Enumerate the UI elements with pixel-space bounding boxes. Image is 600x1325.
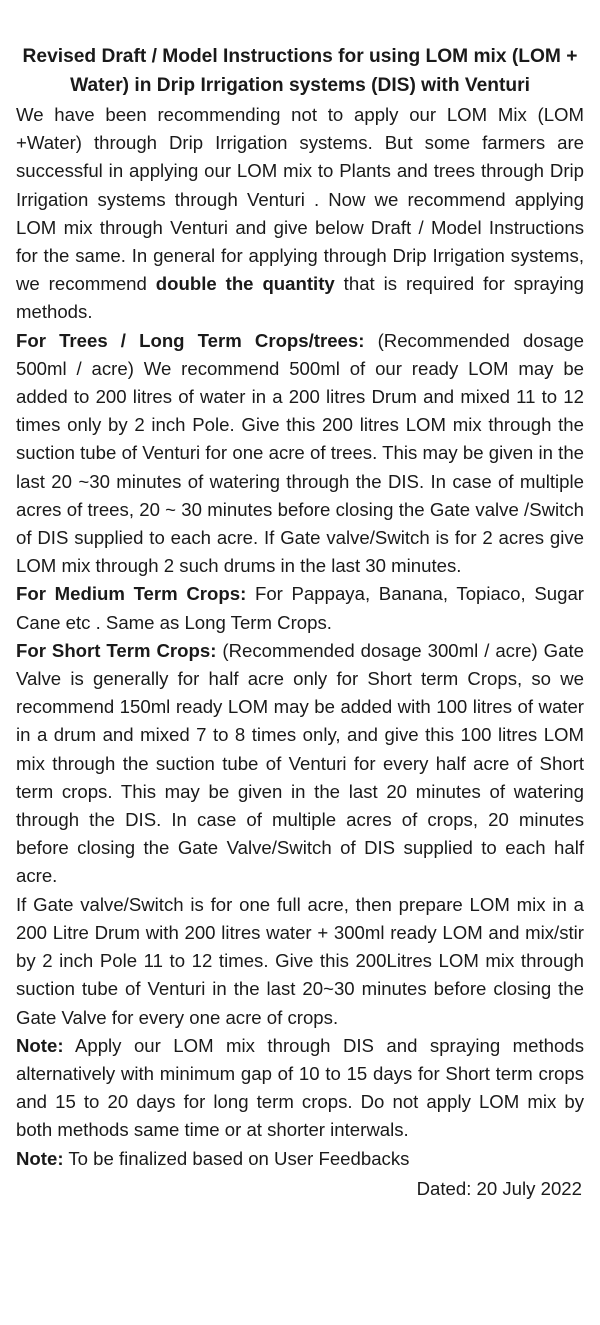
full-acre-text: If Gate valve/Switch is for one full acre, then prepare LOM mix in a 200 Litre Drum with 200 litres water + 300ml ready LOM and mix/stir by 2 inch Pole 11 to 12 times. Give this 200Litres LOM mix through suction tube of Venturi in the last 20~30 minutes before closing the Gate Valve for every one acre of crops. [16,893,584,1028]
intro-bold: double the quantity [155,273,335,295]
intro-paragraph [16,101,584,327]
feedback-note-paragraph [16,1145,584,1173]
short-term-paragraph [16,637,584,891]
intro-text-end: that is required for spraying methods. [16,273,584,323]
note-text: Apply our LOM mix through DIS and spraying methods alternatively with minimum gap of 10 to 15 days for Short term crops and 15 to 20 days for long term crops. Do not apply LOM mix by both methods same time or at shorter interwals. [16,1034,584,1141]
medium-term-paragraph [16,580,584,636]
short-term-text: (Recommended dosage 300ml / acre) Gate Valve is generally for half acre only for Short term Crops, so we recommend 150ml ready LOM may be added with 100 litres of water in a drum and mixed 7 to 8 times only, and give this 100 litres LOM mix through the suction tube of Venturi for every half acre of Short term crops. This may be given in the last 20 minutes of watering through the DIS. In case of multiple acres of crops, 20 minutes before closing the Gate Valve/Switch of DIS supplied to each half acre. [16,639,584,887]
note-paragraph [16,1032,584,1145]
document-title: Revised Draft / Model Instructions for using LOM mix (LOM + Water) in Drip Irrigation systems (DIS) with Venturi [22,46,578,96]
date-line: Dated: 20 July 2022 [416,1177,582,1199]
intro-text: We have been recommending not to apply our LOM Mix (LOM +Water) through Drip Irrigation systems. But some farmers are successful in applying our LOM mix to Plants and trees through Drip Irrigation systems through Venturi . Now we recommend applying LOM mix through Venturi and give below Draft / Model Instructions for the same. In general for applying through Drip Irrigation systems, we recommend [16,104,584,295]
full-acre-paragraph [16,891,584,1032]
short-term-heading: For Short Term Crops: [16,639,217,661]
note-heading: Note: [16,1034,64,1056]
long-term-heading: For Trees / Long Term Crops/trees: [16,329,365,351]
medium-term-heading: For Medium Term Crops: [16,583,247,605]
medium-term-text: For Pappaya, Banana, Topiaco, Sugar Cane etc . Same as Long Term Crops. [16,583,584,633]
feedback-note-heading: Note: [16,1147,64,1169]
feedback-note-text: To be finalized based on User Feedbacks [63,1147,410,1169]
long-term-paragraph [16,327,584,581]
long-term-text: (Recommended dosage 500ml / acre) We recommend 500ml of our ready LOM may be added to 200 litres of water in a 200 litres Drum and mixed 11 to 12 times only by 2 inch Pole. Give this 200 litres LOM mix through the suction tube of Venturi for one acre of trees. This may be given in the last 20 ~30 minutes of watering through the DIS. In case of multiple acres of trees, 20 ~ 30 minutes before closing the Gate valve /Switch of DIS supplied to each acre. If Gate valve/Switch is for 2 acres give LOM mix through 2 such drums in the last 30 minutes. [16,329,584,577]
